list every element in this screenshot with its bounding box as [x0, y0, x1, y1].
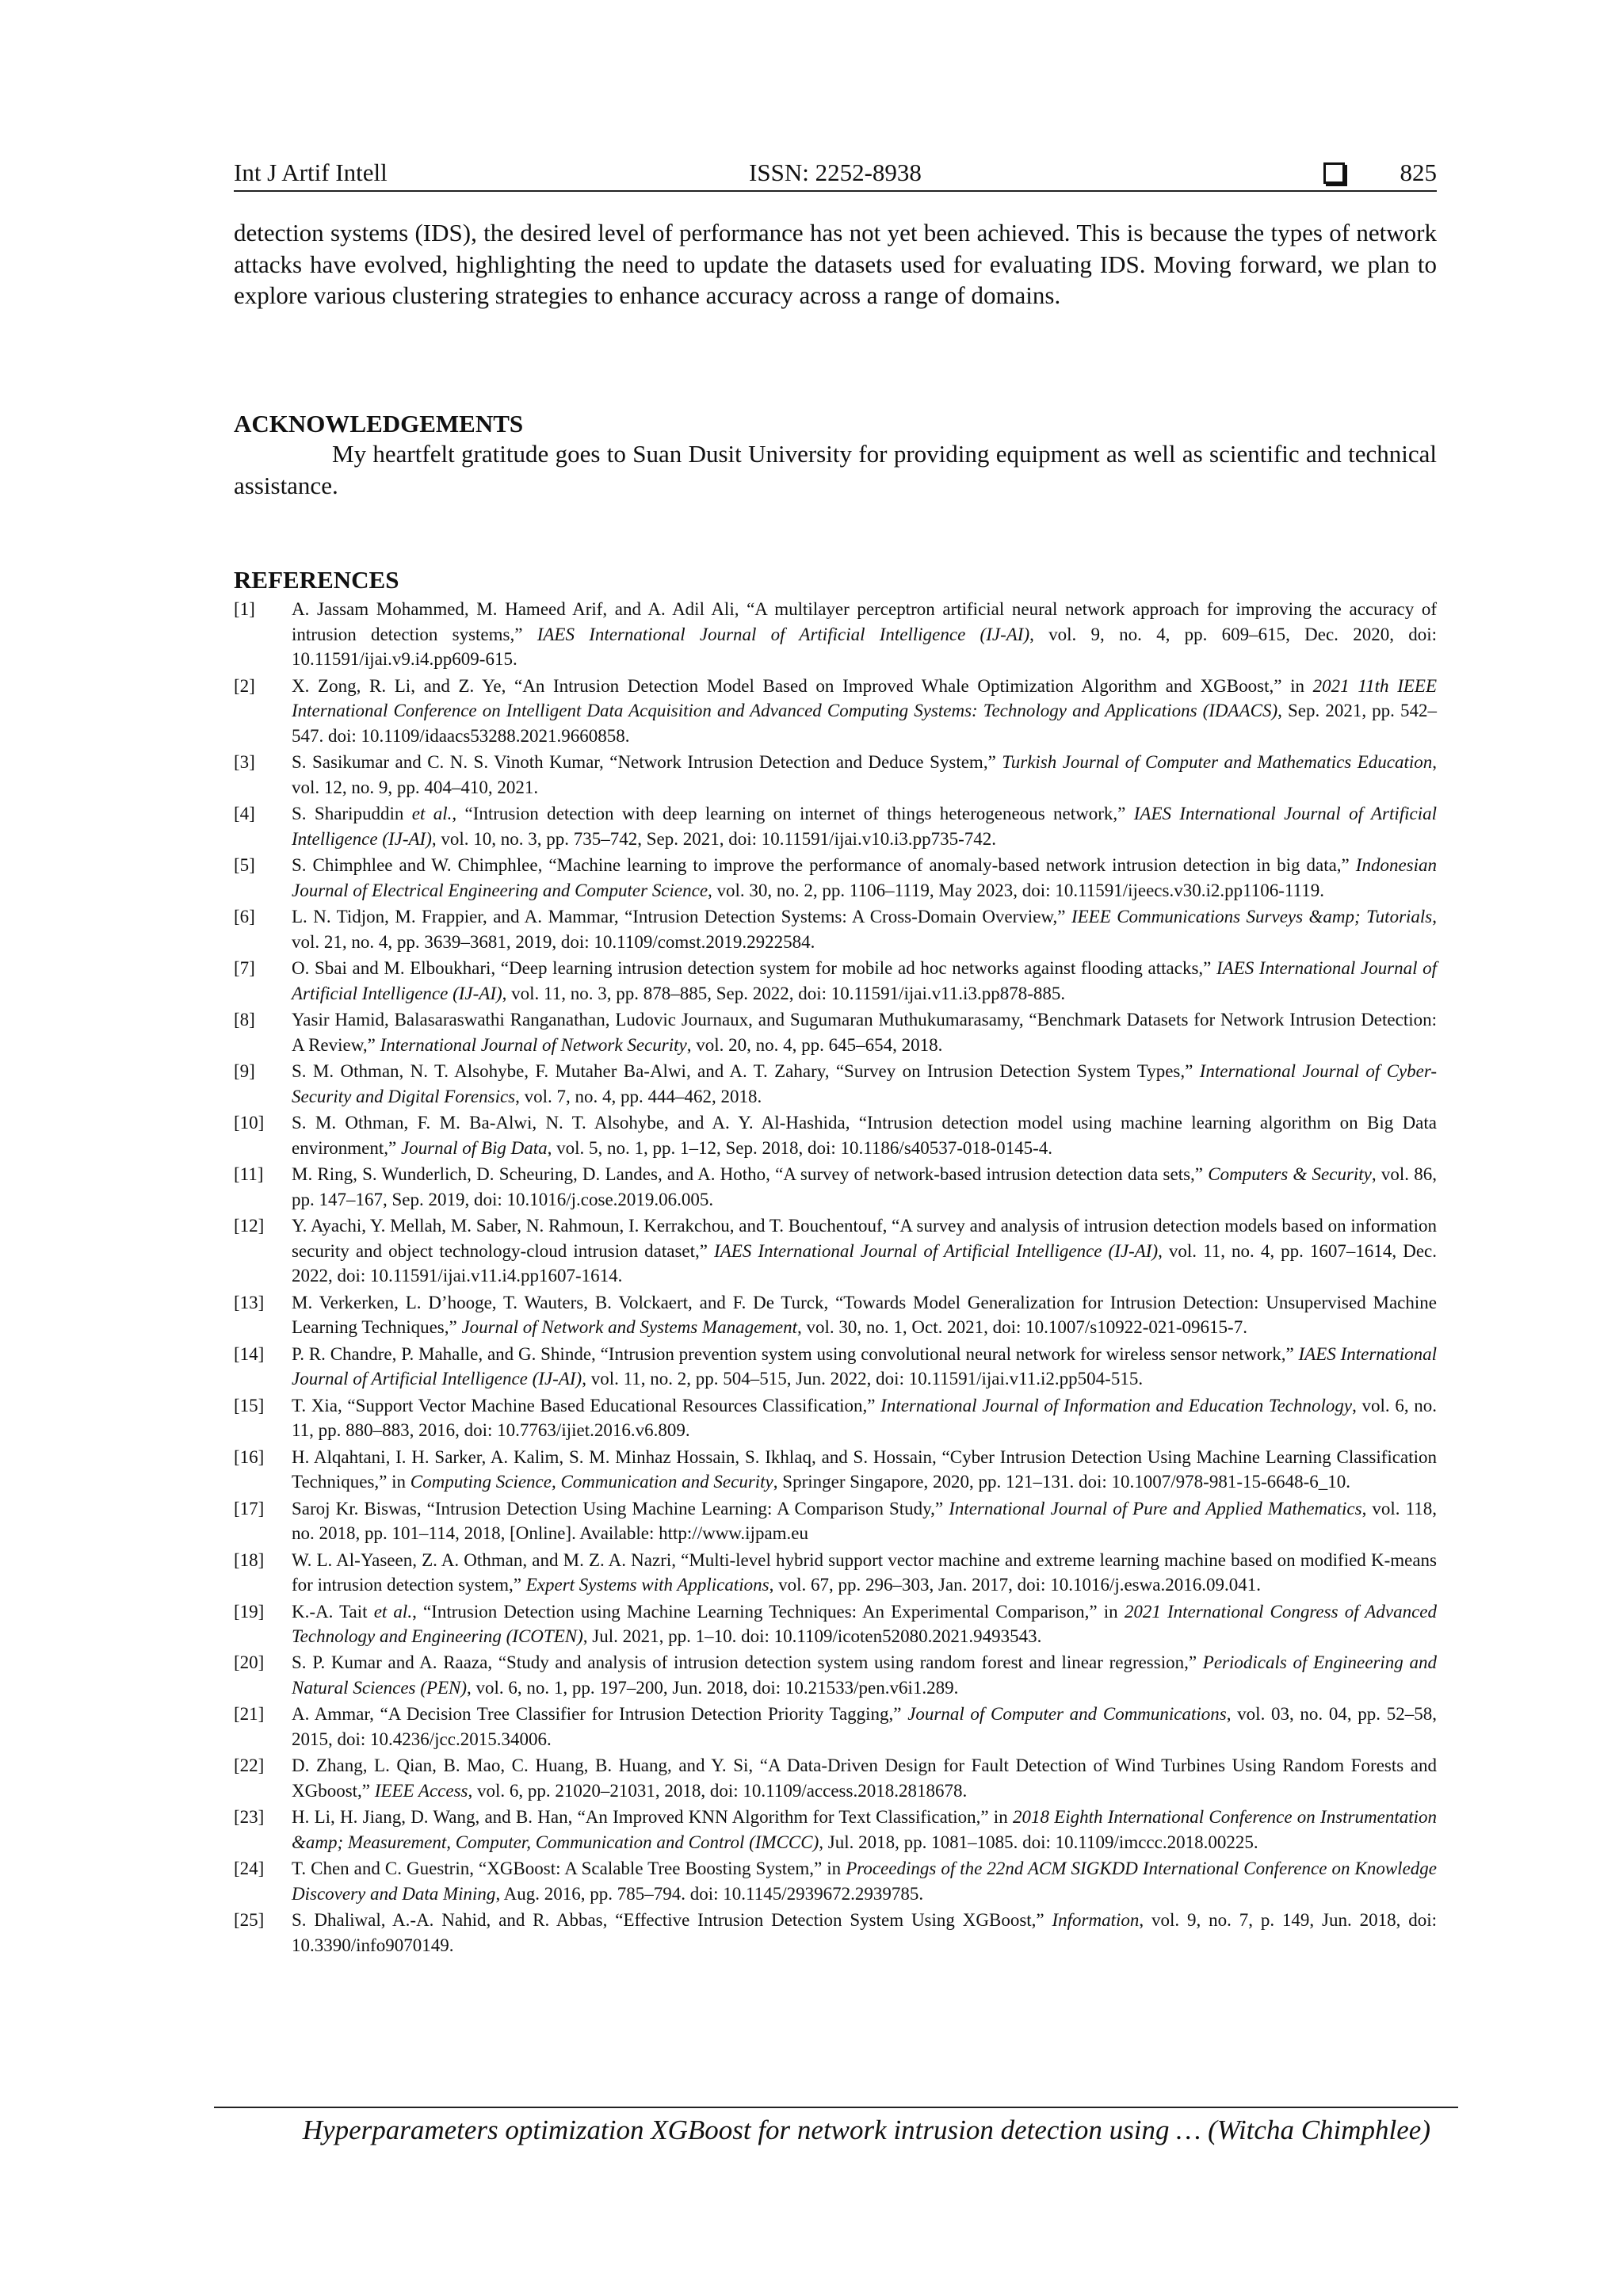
reference-number: [17]	[234, 1498, 265, 1519]
reference-text: P. R. Chandre, P. Mahalle, and G. Shinde, “Intrusion prevention system using convolutional neural network for wireless sensor network,” IAES International Journal of Artificial Intelligence (IJ-AI), vol. 11, no. 2, pp. 504–515, Jun. 2022, doi: 10.11591/ijai.v11.i2.pp504-515.	[292, 1343, 1438, 1389]
reference-item	[234, 750, 1437, 800]
reference-number: [3]	[234, 752, 255, 773]
reference-number: [9]	[234, 1061, 255, 1082]
reference-text: Y. Ayachi, Y. Mellah, M. Saber, N. Rahmoun, I. Kerrakchou, and T. Bouchentouf, “A survey and analysis of intrusion detection models based on information security and object technology-cloud intrusion dataset,” IAES International Journal of Artificial Intelligence (IJ-AI), vol. 11, no. 4, pp. 1607–1614, Dec. 2022, doi: 10.11591/ijai.v11.i4.pp1607-1614.	[292, 1216, 1437, 1286]
reference-text: M. Verkerken, L. D’hooge, T. Wauters, B. Volckaert, and F. De Turck, “Towards Model Generalization for Intrusion Detection: Unsupervised Machine Learning Techniques,” Journal of Network and Systems Management, vol. 30, no. 1, Oct. 2021, doi: 10.1007/s10922-021-09615-7.	[292, 1292, 1437, 1338]
reference-item	[234, 597, 1437, 672]
reference-item	[234, 1856, 1437, 1906]
reference-text: Yasir Hamid, Balasaraswathi Ranganathan, Ludovic Journaux, and Sugumaran Muthukumarasamy, “Benchmark Datasets for Network Intrusion Detection: A Review,” International Journal of Network Security, vol. 20, no. 4, pp. 645–654, 2018.	[292, 1010, 1437, 1055]
reference-item	[234, 801, 1437, 851]
reference-item	[234, 1393, 1437, 1443]
reference-text: K.-A. Tait et al., “Intrusion Detection using Machine Learning Techniques: An Experimental Comparison,” in 2021 International Congress of Advanced Technology and Engineering (ICOTEN), Jul. 2021, pp. 1–10. doi: 10.1109/icoten52080.2021.9493543.	[292, 1601, 1437, 1647]
reference-number: [10]	[234, 1113, 265, 1133]
reference-text: T. Chen and C. Guestrin, “XGBoost: A Scalable Tree Boosting System,” in Proceedings of the 22nd ACM SIGKDD International Conference on Knowledge Discovery and Data Mining, Aug. 2016, pp. 785–794. doi: 10.1145/2939672.2939785.	[292, 1859, 1437, 1904]
reference-number: [15]	[234, 1395, 265, 1415]
reference-item	[234, 853, 1437, 903]
reference-text: M. Ring, S. Wunderlich, D. Scheuring, D. Landes, and A. Hotho, “A survey of network-based intrusion detection data sets,” Computers & Security, vol. 86, pp. 147–167, Sep. 2019, doi: 10.1016/j.cose.2019.06.005.	[292, 1164, 1437, 1209]
reference-item	[234, 1599, 1437, 1649]
reference-text: S. Sasikumar and C. N. S. Vinoth Kumar, “Network Intrusion Detection and Deduce System,” Turkish Journal of Computer and Mathematics Education, vol. 12, no. 9, pp. 404–410, 2021.	[292, 752, 1438, 797]
reference-number: [5]	[234, 855, 255, 876]
reference-item	[234, 1548, 1437, 1598]
reference-text: O. Sbai and M. Elboukhari, “Deep learning intrusion detection system for mobile ad hoc networks against flooding attacks,” IAES International Journal of Artificial Intelligence (IJ-AI), vol. 11, no. 3, pp. 878–885, Sep. 2022, doi: 10.11591/ijai.v11.i3.pp878-885.	[292, 958, 1438, 1003]
reference-list	[234, 597, 1437, 1959]
reference-number: [22]	[234, 1755, 265, 1776]
reference-item	[234, 1110, 1437, 1160]
reference-number: [1]	[234, 599, 255, 619]
page-number: 825	[1400, 159, 1437, 186]
reference-item	[234, 1059, 1437, 1109]
reference-item	[234, 1445, 1437, 1495]
reference-item	[234, 1650, 1437, 1700]
reference-number: [18]	[234, 1549, 265, 1570]
reference-item	[234, 1496, 1437, 1546]
running-footer: Hyperparameters optimization XGBoost for network intrusion detection using … (Witcha Chimphlee)	[302, 2115, 1430, 2145]
reference-item	[234, 1805, 1437, 1855]
reference-item	[234, 1753, 1437, 1803]
acknowledgements-heading: ACKNOWLEDGEMENTS	[234, 410, 524, 437]
reference-number: [4]	[234, 804, 255, 824]
reference-number: [6]	[234, 907, 255, 927]
footer-rule	[214, 2107, 1458, 2108]
reference-item	[234, 956, 1437, 1006]
reference-text: W. L. Al-Yaseen, Z. A. Othman, and M. Z. A. Nazri, “Multi-level hybrid support vector machine and extreme learning machine based on modified K-means for intrusion detection system,” Expert Systems with Applications, vol. 67, pp. 296–303, Jan. 2017, doi: 10.1016/j.eswa.2016.09.041.	[292, 1549, 1437, 1595]
reference-number: [13]	[234, 1292, 265, 1312]
reference-item	[234, 1213, 1437, 1289]
references-heading: REFERENCES	[234, 566, 399, 594]
reference-text: H. Alqahtani, I. H. Sarker, A. Kalim, S. M. Minhaz Hossain, S. Ikhlaq, and S. Hossain, “Cyber Intrusion Detection Using Machine Learning Classification Techniques,” in Computing Science, Communication and Security, Springer Singapore, 2020, pp. 121–131. doi: 10.1007/978-981-15-6648-6_10.	[292, 1446, 1437, 1492]
reference-number: [25]	[234, 1910, 265, 1931]
reference-item	[234, 1342, 1437, 1392]
journal-name: Int J Artif Intell	[234, 159, 388, 186]
reference-text: X. Zong, R. Li, and Z. Ye, “An Intrusion Detection Model Based on Improved Whale Optimization Algorithm and XGBoost,” in 2021 11th IEEE International Conference on Intelligent Data Acquisition and Advanced Computing Systems: Technology and Applications (IDAACS), Sep. 2021, pp. 542–547. doi: 10.1109/idaacs53288.2021.9660858.	[292, 675, 1438, 746]
reference-number: [19]	[234, 1601, 265, 1622]
intro-paragraph: detection systems (IDS), the desired level of performance has not yet been achieved. This is because the types of network attacks have evolved, highlighting the need to update the datasets used for evaluating IDS. Moving forward, we plan to explore various clustering strategies to enhance accuracy across a range of domains.	[234, 219, 1437, 309]
running-header	[234, 155, 1437, 192]
reference-text: S. M. Othman, F. M. Ba-Alwi, N. T. Alsohybe, and A. Y. Al-Hashida, “Intrusion detection model using machine learning algorithm on Big Data environment,” Journal of Big Data, vol. 5, no. 1, pp. 1–12, Sep. 2018, doi: 10.1186/s40537-018-0145-4.	[292, 1113, 1437, 1158]
reference-text: Saroj Kr. Biswas, “Intrusion Detection Using Machine Learning: A Comparison Study,” International Journal of Pure and Applied Mathematics, vol. 118, no. 2018, pp. 101–114, 2018, [Online]. Available: http://www.ijpam.eu	[292, 1498, 1437, 1544]
reference-text: S. Chimphlee and W. Chimphlee, “Machine learning to improve the performance of anomaly-based network intrusion detection in big data,” Indonesian Journal of Electrical Engineering and Computer Science, vol. 30, no. 2, pp. 1106–1119, May 2023, doi: 10.11591/ijeecs.v30.i2.pp1106-1119.	[292, 855, 1437, 900]
reference-text: S. Dhaliwal, A.-A. Nahid, and R. Abbas, “Effective Intrusion Detection System Using XGBoost,” Information, vol. 9, no. 7, p. 149, Jun. 2018, doi: 10.3390/info9070149.	[292, 1910, 1437, 1955]
reference-text: S. Sharipuddin et al., “Intrusion detection with deep learning on internet of things heterogeneous network,” IAES International Journal of Artificial Intelligence (IJ-AI), vol. 10, no. 3, pp. 735–742, Sep. 2021, doi: 10.11591/ijai.v10.i3.pp735-742.	[292, 804, 1437, 849]
reference-number: [20]	[234, 1652, 265, 1673]
reference-text: T. Xia, “Support Vector Machine Based Educational Resources Classification,” International Journal of Information and Education Technology, vol. 6, no. 11, pp. 880–883, 2016, doi: 10.7763/ijiet.2016.v6.809.	[292, 1395, 1437, 1441]
reference-number: [2]	[234, 675, 255, 696]
issn: ISSN: 2252-8938	[749, 159, 922, 186]
reference-item	[234, 1702, 1437, 1752]
reference-number: [24]	[234, 1859, 265, 1879]
reference-item	[234, 1290, 1437, 1340]
acknowledgements-paragraph: My heartfelt gratitude goes to Suan Dusit University for providing equipment as well as scientific and technical assistance.	[234, 440, 1437, 499]
reference-text: L. N. Tidjon, M. Frappier, and A. Mammar, “Intrusion Detection Systems: A Cross-Domain Overview,” IEEE Communications Surveys &amp; Tutorials, vol. 21, no. 4, pp. 3639–3681, 2019, doi: 10.1109/comst.2019.2922584.	[292, 907, 1437, 952]
reference-number: [7]	[234, 958, 255, 979]
reference-item	[234, 904, 1437, 954]
square-bullet-icon	[1323, 162, 1345, 184]
reference-item	[234, 1162, 1437, 1212]
reference-item	[234, 1007, 1437, 1057]
reference-text: S. P. Kumar and A. Raaza, “Study and analysis of intrusion detection system using random forest and linear regression,” Periodicals of Engineering and Natural Sciences (PEN), vol. 6, no. 1, pp. 197–200, Jun. 2018, doi: 10.21533/pen.v6i1.289.	[292, 1652, 1437, 1698]
reference-text: S. M. Othman, N. T. Alsohybe, F. Mutaher Ba-Alwi, and A. T. Zahary, “Survey on Intrusion Detection System Types,” International Journal of Cyber-Security and Digital Forensics, vol. 7, no. 4, pp. 444–462, 2018.	[292, 1061, 1437, 1106]
reference-number: [8]	[234, 1010, 255, 1030]
reference-text: D. Zhang, L. Qian, B. Mao, C. Huang, B. Huang, and Y. Si, “A Data-Driven Design for Fault Detection of Wind Turbines Using Random Forests and XGboost,” IEEE Access, vol. 6, pp. 21020–21031, 2018, doi: 10.1109/access.2018.2818678.	[292, 1755, 1437, 1801]
reference-number: [11]	[234, 1164, 264, 1185]
reference-text: H. Li, H. Jiang, D. Wang, and B. Han, “An Improved KNN Algorithm for Text Classification,” in 2018 Eighth International Conference on Instrumentation &amp; Measurement, Computer, Communication and Control (IMCCC), Jul. 2018, pp. 1081–1085. doi: 10.1109/imccc.2018.00225.	[292, 1807, 1437, 1853]
reference-text: A. Ammar, “A Decision Tree Classifier for Intrusion Detection Priority Tagging,” Journal of Computer and Communications, vol. 03, no. 04, pp. 52–58, 2015, doi: 10.4236/jcc.2015.34006.	[292, 1704, 1437, 1750]
reference-number: [12]	[234, 1216, 265, 1236]
reference-number: [14]	[234, 1343, 265, 1364]
reference-item	[234, 1908, 1437, 1958]
reference-number: [21]	[234, 1704, 265, 1725]
reference-number: [23]	[234, 1807, 265, 1828]
reference-number: [16]	[234, 1446, 265, 1467]
reference-item	[234, 674, 1437, 749]
reference-text: A. Jassam Mohammed, M. Hameed Arif, and A. Adil Ali, “A multilayer perceptron artificial neural network approach for improving the accuracy of intrusion detection systems,” IAES International Journal of Artificial Intelligence (IJ-AI), vol. 9, no. 4, pp. 609–615, Dec. 2020, doi: 10.11591/ijai.v9.i4.pp609-615.	[292, 599, 1437, 670]
